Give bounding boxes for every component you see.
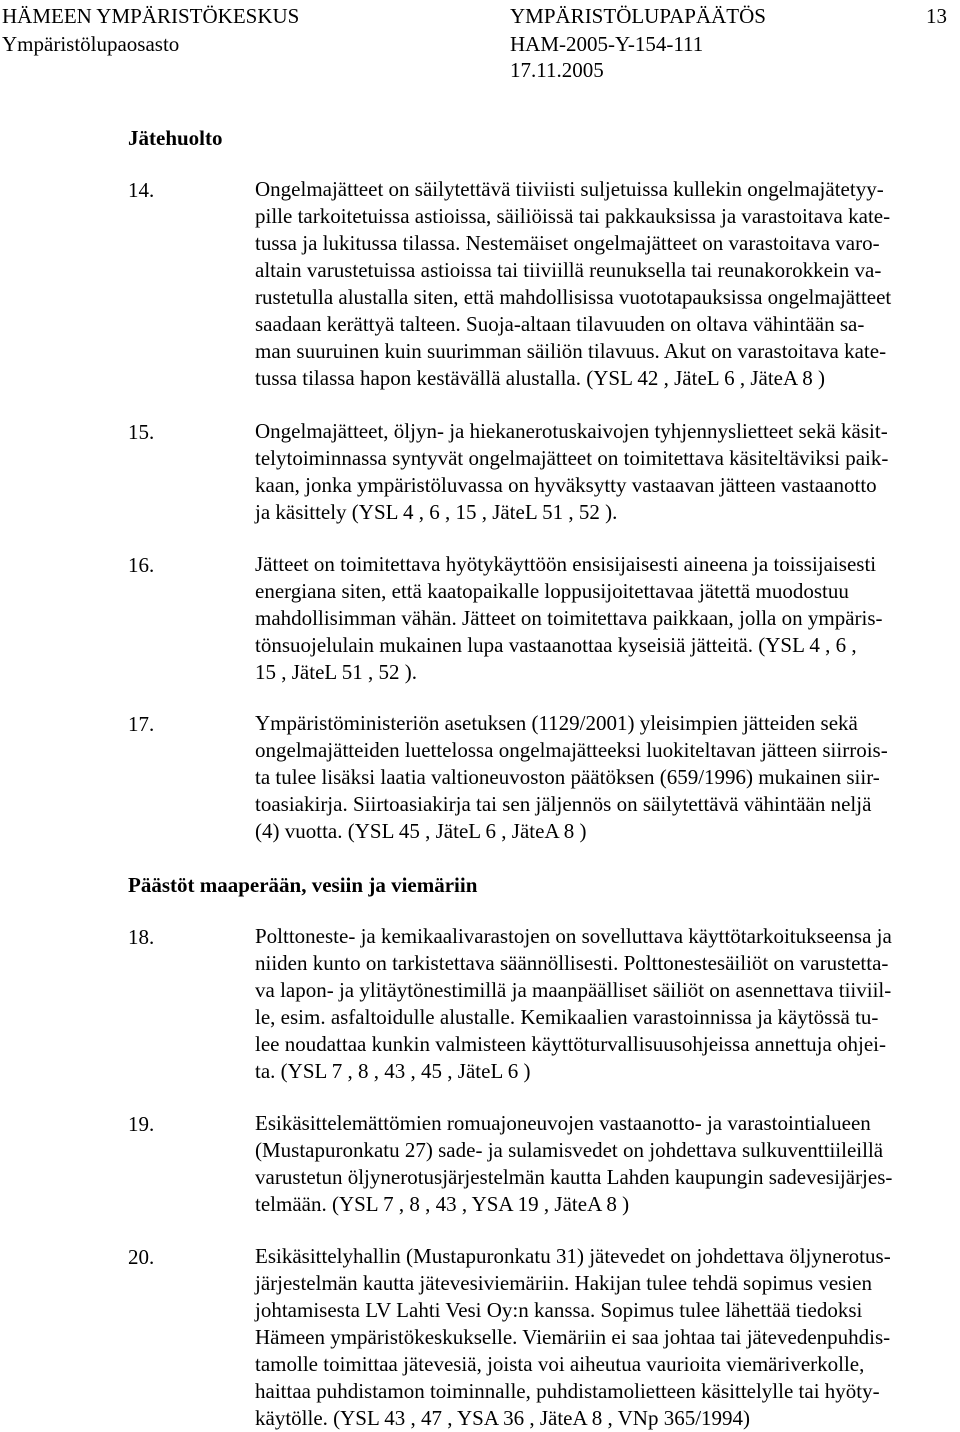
text-line: tussa tilassa hapon kestävällä alustalla. (YSL 42 , JäteL 6 , JäteA 8 ) <box>255 366 825 390</box>
text-line: Ympäristöministeriön asetuksen (1129/2001) yleisimpien jätteiden sekä <box>255 711 858 735</box>
text-line: ta tulee lisäksi laatia valtioneuvoston päätöksen (659/1996) mukainen siir- <box>255 765 880 789</box>
text-line: ja käsittely (YSL 4 , 6 , 15 , JäteL 51 , 52 ). <box>255 500 618 524</box>
text-line: ongelmajätteiden luettelossa ongelmajätteeksi luokiteltavan jätteen siirrois- <box>255 738 888 762</box>
text-line: ta. (YSL 7 , 8 , 43 , 45 , JäteL 6 ) <box>255 1059 531 1083</box>
text-line: lee noudattaa kunkin valmisteen käyttöturvallisuusohjeissa annettuja ohjei- <box>255 1032 887 1056</box>
text-line: telytoiminnassa syntyvät ongelmajätteet on toimitettava käsiteltäviksi paik- <box>255 446 889 470</box>
text-line: Polttoneste- ja kemikaalivarastojen on sovelluttava käyttötarkoitukseensa ja <box>255 924 892 948</box>
item-number: 15. <box>128 420 155 444</box>
text-line: niiden kunto on tarkistettava säännöllisesti. Polttonestesäiliöt on varustetta- <box>255 951 889 975</box>
text-line: va lapon- ja ylitäytönestimillä ja maanpäälliset säiliöt on asennettava tiiviil- <box>255 978 892 1002</box>
text-line: Ongelmajätteet, öljyn- ja hiekanerotuskaivojen tyhjennyslietteet sekä käsit- <box>255 419 888 443</box>
department-name: Ympäristölupaosasto <box>2 32 180 56</box>
item-text <box>255 1110 960 1218</box>
section-heading-emissions: Päästöt maaperään, vesiin ja viemäriin <box>128 873 478 897</box>
document-id: HAM-2005-Y-154-111 <box>510 32 704 56</box>
text-line: varustetun öljynerotusjärjestelmän kautta Lahden kaupungin sadevesijärjes- <box>255 1165 893 1189</box>
text-line: tussa ja lukitussa tilassa. Nestemäiset ongelmajätteet on varastoitava varo- <box>255 231 880 255</box>
document-type: YMPÄRISTÖLUPAPÄÄTÖS <box>510 4 766 28</box>
page-number: 13 <box>926 4 947 28</box>
text-line: le, esim. asfaltoidulle alustalle. Kemikaalien varastoinnissa ja käytössä tu- <box>255 1005 879 1029</box>
text-line: Hämeen ympäristökeskukselle. Viemäriin ei saa johtaa tai jätevedenpuhdis- <box>255 1325 891 1349</box>
document-header <box>0 0 960 84</box>
item-number: 14. <box>128 178 155 202</box>
item-text <box>255 176 960 392</box>
text-line: kaan, jonka ympäristöluvassa on hyväksytty vastaavan jätteen vastaanotto <box>255 473 877 497</box>
text-line: (4) vuotta. (YSL 45 , JäteL 6 , JäteA 8 ) <box>255 819 587 843</box>
item-number: 19. <box>128 1112 155 1136</box>
text-line: johtamisesta LV Lahti Vesi Oy:n kanssa. Sopimus tulee lähettää tiedoksi <box>255 1298 863 1322</box>
text-line: toasiakirja. Siirtoasiakirja tai sen jäljennös on säilytettävä vähintään neljä <box>255 792 872 816</box>
text-line: saadaan kerättyä talteen. Suoja-altaan tilavuuden on oltava vähintään sa- <box>255 312 865 336</box>
text-line: haittaa puhdistamon toiminnalle, puhdistamolietteen käsittelylle tai hyöty- <box>255 1379 880 1403</box>
text-line: Ongelmajätteet on säilytettävä tiiviisti suljetuissa kullekin ongelmajätetyy- <box>255 177 884 201</box>
item-number: 18. <box>128 925 155 949</box>
item-text <box>255 923 960 1085</box>
authority-name: HÄMEEN YMPÄRISTÖKESKUS <box>2 4 300 28</box>
text-line: käytölle. (YSL 43 , 47 , YSA 36 , JäteA 8 , VNp 365/1994) <box>255 1406 751 1430</box>
text-line: telmään. (YSL 7 , 8 , 43 , YSA 19 , JäteA 8 ) <box>255 1192 630 1216</box>
item-number: 20. <box>128 1245 155 1269</box>
text-line: Jätteet on toimitettava hyötykäyttöön ensisijaisesti aineena ja toissijaisesti <box>255 552 877 576</box>
text-line: tamolle toimittaa jätevesiä, joista voi aiheutua vaurioita viemäriverkolle, <box>255 1352 865 1376</box>
text-line: mahdollisimman vähän. Jätteet on toimitettava paikkaan, jolla on ympäris- <box>255 606 883 630</box>
text-line: (Mustapuronkatu 27) sade- ja sulamisvedet on johdettava sulkuventtiileillä <box>255 1138 884 1162</box>
text-line: man suuruinen kuin suurimman säiliön tilavuus. Akut on varastoitava kate- <box>255 339 887 363</box>
text-line: tönsuojelulain mukainen lupa vastaanottaa kyseisiä jätteitä. (YSL 4 , 6 , <box>255 633 857 657</box>
item-number: 17. <box>128 712 155 736</box>
item-text <box>255 710 960 845</box>
document-date: 17.11.2005 <box>510 58 604 82</box>
item-text <box>255 418 960 526</box>
text-line: Esikäsittelyhallin (Mustapuronkatu 31) jätevedet on johdettava öljynerotus- <box>255 1244 891 1268</box>
text-line: järjestelmän kautta jätevesiviemäriin. Hakijan tulee tehdä sopimus vesien <box>255 1271 872 1295</box>
text-line: energiana siten, että kaatopaikalle loppusijoitettavaa jätettä muodostuu <box>255 579 849 603</box>
item-number: 16. <box>128 553 155 577</box>
item-text <box>255 551 960 686</box>
text-line: 15 , JäteL 51 , 52 ). <box>255 660 417 684</box>
text-line: Esikäsittelemättömien romuajoneuvojen vastaanotto- ja varastointialueen <box>255 1111 871 1135</box>
section-heading-waste-management: Jätehuolto <box>128 126 223 150</box>
text-line: pille tarkoitetuissa astioissa, säiliöissä tai pakkauksissa ja varastoitava kate- <box>255 204 891 228</box>
text-line: altain varustetuissa astioissa tai tiiviillä reunuksella tai reunakorokkein va- <box>255 258 882 282</box>
item-text <box>255 1243 960 1432</box>
text-line: rustetulla alustalla siten, että mahdollisissa vuototapauksissa ongelmajätteet <box>255 285 892 309</box>
